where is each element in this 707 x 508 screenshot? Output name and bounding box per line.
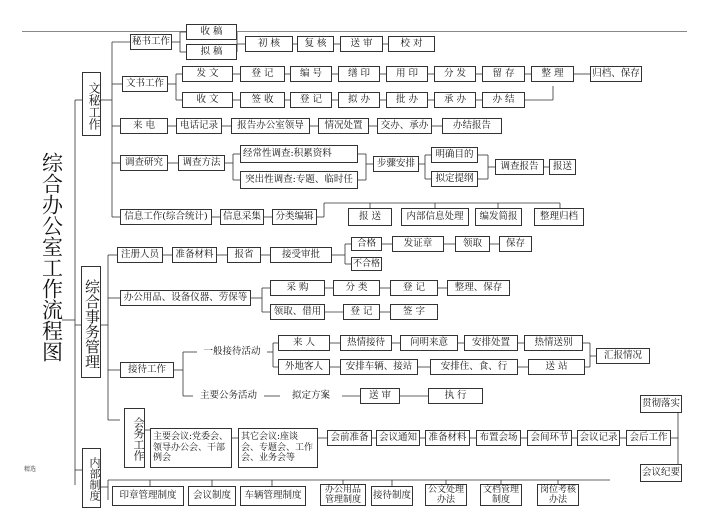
- node-in-meeting: 会间环节: [527, 430, 572, 446]
- node-internal-info: 内部信息处理: [401, 208, 469, 226]
- node-doc-handling: 公文处理办法: [425, 484, 467, 506]
- node-draft-outline: 拟定提纲: [431, 171, 478, 187]
- node-first-check: 初 核: [245, 36, 293, 52]
- node-sign-receive: 签 收: [240, 92, 285, 108]
- node-apply: 报省: [227, 247, 261, 263]
- node-steps: 步骤安排: [373, 156, 419, 172]
- node-conclude: 办 结: [482, 92, 525, 108]
- node-visitor: 来 人: [278, 335, 330, 351]
- node-claim-borrow: 领取、借用: [270, 304, 325, 320]
- node-info-collect: 信息采集: [220, 209, 264, 225]
- node-keep: 保存: [499, 236, 532, 252]
- node-issue-cert: 发证章: [392, 236, 444, 252]
- node-main-meetings: 主要会议:党委会、领导办公会、干部例会: [150, 428, 232, 468]
- node-register-1: 登 记: [240, 66, 285, 82]
- node-recheck: 复 核: [297, 36, 334, 52]
- node-numbering: 编 号: [290, 66, 332, 82]
- node-submit: 报送: [549, 159, 576, 175]
- node-handle: 承 办: [434, 92, 476, 108]
- node-classify-edit: 分类编辑: [272, 209, 317, 225]
- node-vehicle-mgmt: 车辆管理制度: [240, 486, 306, 506]
- node-situation-handle: 情况处置: [318, 118, 369, 134]
- node-handover: 交办、承办: [377, 118, 432, 134]
- node-print: 缮 印: [338, 66, 380, 82]
- node-info-work: 信息工作(综合统计): [120, 209, 212, 225]
- node-sort-archive: 整理归档: [534, 208, 584, 226]
- section-secretarial: 文秘工作: [82, 72, 101, 136]
- node-receive-draft: 收 稿: [186, 24, 237, 40]
- node-prepare-materials-2: 准备材料: [425, 430, 470, 446]
- node-major-activity: 主要公务活动: [193, 388, 264, 404]
- node-regular-research: 经常性调查:积累资料: [240, 145, 358, 163]
- node-accept-review: 接受审批: [270, 247, 332, 263]
- node-result-report: 办结报告: [442, 118, 502, 134]
- node-warm-receive: 热情接待: [340, 335, 392, 351]
- node-prepare-materials: 准备材料: [172, 247, 217, 263]
- node-draft-plan: 拟定方案: [280, 388, 342, 404]
- node-outside-guest: 外地客人: [278, 359, 330, 375]
- node-report-leader: 报告办公室领导: [231, 118, 310, 134]
- node-qualified: 合格: [351, 237, 382, 251]
- node-meeting-rule: 会议制度: [188, 486, 236, 506]
- node-post-assessment: 岗位考核办法: [537, 484, 579, 506]
- node-register-4: 登 记: [343, 304, 380, 320]
- node-minutes: 会议记录: [577, 430, 620, 446]
- node-organize-keep: 整理、保存: [447, 280, 510, 296]
- node-arrange-lodging: 安排住、食、行: [430, 359, 518, 375]
- node-seal-mgmt: 印章管理制度: [112, 486, 184, 506]
- node-pre-meeting: 会前准备: [327, 430, 372, 446]
- section-admin: 综合事务管理: [81, 266, 101, 378]
- node-implement: 贯彻落实: [640, 395, 682, 413]
- node-secretary-work: 秘书工作: [130, 34, 172, 50]
- node-registration: 注册人员: [117, 247, 163, 263]
- node-warm-farewell: 热情送别: [524, 335, 583, 351]
- node-meeting-notice: 会议通知: [376, 430, 420, 446]
- node-arrange-vehicle: 安排车辆、接站: [340, 359, 418, 375]
- node-dispatch: 发 文: [182, 66, 233, 82]
- node-meeting-summary: 会议纪要: [640, 464, 682, 482]
- node-categorize: 分 类: [333, 280, 380, 296]
- node-see-off: 送 站: [528, 359, 585, 375]
- node-archive: 归档、保存: [590, 66, 642, 82]
- node-research-report: 调查报告: [495, 159, 544, 175]
- node-ask-purpose: 问明来意: [400, 335, 458, 351]
- node-distribute: 分 发: [434, 66, 476, 82]
- node-research: 调查研究: [120, 155, 168, 171]
- node-retain: 留 存: [482, 66, 525, 82]
- node-purchase: 采 购: [270, 280, 325, 296]
- node-arrange-venue: 布置会场: [476, 430, 521, 446]
- node-research-method: 调查方法: [178, 155, 225, 171]
- node-archive-mgmt: 文档管理制度: [480, 484, 522, 506]
- node-clarify-goal: 明确目的: [431, 147, 478, 163]
- node-sign: 签 字: [390, 304, 438, 320]
- node-drafting: 拟 稿: [186, 44, 237, 60]
- node-unqualified: 不合格: [351, 257, 382, 271]
- node-supplies-mgmt: 办公用品管理制度: [320, 484, 366, 506]
- node-report-send: 报 送: [348, 208, 392, 226]
- node-register-3: 登 记: [390, 280, 438, 296]
- node-office-supplies: 办公用品、设备仪器、劳保等: [120, 290, 251, 306]
- node-send-review-2: 送 审: [360, 388, 400, 404]
- node-register-2: 登 记: [290, 92, 332, 108]
- page-title-text: 综合办公室工作流程图: [39, 152, 64, 362]
- node-execute: 执 行: [428, 388, 483, 404]
- node-phone: 来 电: [120, 118, 168, 134]
- node-approve: 批 办: [386, 92, 428, 108]
- footer-note: 精选: [24, 466, 37, 473]
- node-issue-brief: 编发简报: [475, 208, 522, 226]
- node-general-reception: 一般接待活动: [197, 344, 267, 360]
- node-reception-rule: 接待制度: [371, 486, 413, 506]
- node-send-review: 送 审: [340, 36, 383, 52]
- node-document-work: 文书工作: [122, 76, 168, 92]
- node-report-situation: 汇报情况: [596, 348, 650, 364]
- page-title: [36, 152, 62, 362]
- node-arrange-handle: 安排处置: [464, 335, 518, 351]
- node-organize: 整 理: [531, 66, 574, 82]
- node-prominent-research: 突出性调查:专题、临时任: [240, 171, 358, 189]
- node-receive-doc: 收 文: [182, 92, 233, 108]
- node-phone-record: 电话记录: [176, 118, 222, 134]
- node-proofread: 校 对: [388, 36, 435, 52]
- node-seal: 用 印: [386, 66, 428, 82]
- node-after-meeting: 会后工作: [626, 430, 671, 446]
- node-other-meetings: 其它会议:座谈会、专题会、工作会、业务会等: [238, 428, 318, 468]
- node-pickup: 领取: [455, 236, 490, 252]
- node-meeting-work: 会务工作: [124, 408, 145, 468]
- section-internal: 内部制度: [82, 448, 101, 508]
- node-reception: 接待工作: [120, 362, 174, 378]
- node-propose: 拟 办: [338, 92, 380, 108]
